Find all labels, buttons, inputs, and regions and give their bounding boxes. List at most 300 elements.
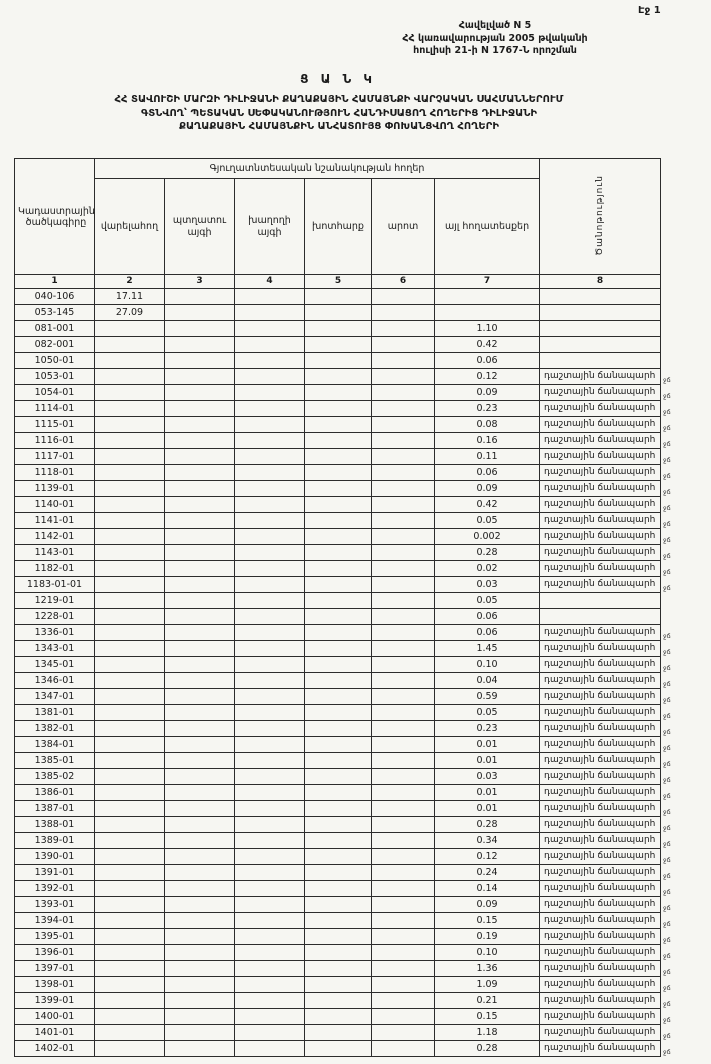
- table-row: [15, 945, 661, 961]
- table-row: [15, 289, 661, 305]
- cell-note: դաշտային ճանապարհ: [540, 897, 661, 913]
- cell-note: [540, 609, 661, 625]
- cell-pasture: [372, 561, 435, 577]
- page-number: Էջ 1: [638, 5, 661, 16]
- column-group-header-agricultural-lands: Գյուղատնտեսական նշանակության հողեր: [95, 159, 540, 179]
- appendix-line: հուլիսի 21-ի N 1767-Ն որոշման: [413, 45, 577, 56]
- cell-vineyard: [235, 417, 305, 433]
- cell-orchard: [165, 881, 235, 897]
- cell-note: դաշտային ճանապարհ: [540, 497, 661, 513]
- cell-vineyard: [235, 689, 305, 705]
- cell-orchard: [165, 337, 235, 353]
- cell-pasture: [372, 321, 435, 337]
- cell-orchard: [165, 993, 235, 1009]
- document-subtitle: [14, 93, 664, 134]
- cell-vineyard: [235, 1041, 305, 1057]
- cell-hayfield: [305, 689, 372, 705]
- cell-vineyard: [235, 481, 305, 497]
- cell-cadastral-code: 1393-01: [15, 897, 95, 913]
- cell-vineyard: [235, 337, 305, 353]
- cell-vineyard: [235, 817, 305, 833]
- table-row: [15, 385, 661, 401]
- appendix-line: ՀՀ կառավարության 2005 թվականի: [402, 32, 588, 44]
- cell-other-lands: 1.36: [435, 961, 540, 977]
- cell-arable: [95, 1025, 165, 1041]
- cell-vineyard: [235, 385, 305, 401]
- cell-hayfield: [305, 577, 372, 593]
- cell-other-lands: 0.21: [435, 993, 540, 1009]
- margin-artifact: ջճ: [663, 536, 671, 544]
- cell-note: դաշտային ճանապարհ: [540, 401, 661, 417]
- column-number: 3: [165, 275, 235, 289]
- column-header-pasture: արոտ: [372, 179, 435, 275]
- cell-hayfield: [305, 1041, 372, 1057]
- cell-vineyard: [235, 625, 305, 641]
- cell-arable: [95, 545, 165, 561]
- cell-cadastral-code: 1183-01-01: [15, 577, 95, 593]
- margin-artifact: ջճ: [663, 920, 671, 928]
- cell-cadastral-code: 1386-01: [15, 785, 95, 801]
- cell-hayfield: [305, 641, 372, 657]
- cell-pasture: [372, 417, 435, 433]
- margin-artifact: ջճ: [663, 1032, 671, 1040]
- cell-pasture: [372, 721, 435, 737]
- margin-artifact: ջճ: [663, 840, 671, 848]
- cell-cadastral-code: 1219-01: [15, 593, 95, 609]
- table-row: [15, 865, 661, 881]
- cell-arable: [95, 961, 165, 977]
- cell-orchard: [165, 353, 235, 369]
- cell-arable: [95, 977, 165, 993]
- cell-orchard: [165, 689, 235, 705]
- table-row: [15, 465, 661, 481]
- cell-arable: [95, 433, 165, 449]
- cell-arable: [95, 497, 165, 513]
- cell-vineyard: [235, 593, 305, 609]
- cell-other-lands: 0.05: [435, 705, 540, 721]
- cell-arable: [95, 817, 165, 833]
- cell-pasture: [372, 1041, 435, 1057]
- cell-other-lands: 0.14: [435, 881, 540, 897]
- cell-note: դաշտային ճանապարհ: [540, 769, 661, 785]
- cell-hayfield: [305, 961, 372, 977]
- cell-hayfield: [305, 497, 372, 513]
- cell-cadastral-code: 1390-01: [15, 849, 95, 865]
- cell-other-lands: 0.15: [435, 1009, 540, 1025]
- margin-artifact: ջճ: [663, 888, 671, 896]
- cell-arable: [95, 1009, 165, 1025]
- cell-other-lands: 0.02: [435, 561, 540, 577]
- cell-hayfield: [305, 1009, 372, 1025]
- margin-artifact: ջճ: [663, 1048, 671, 1056]
- table-row: [15, 417, 661, 433]
- cell-other-lands: 0.23: [435, 401, 540, 417]
- cell-vineyard: [235, 961, 305, 977]
- cell-orchard: [165, 849, 235, 865]
- margin-artifact: ջճ: [663, 776, 671, 784]
- cell-hayfield: [305, 433, 372, 449]
- margin-artifact: [663, 612, 671, 628]
- cell-pasture: [372, 641, 435, 657]
- cell-note: դաշտային ճանապարհ: [540, 1009, 661, 1025]
- cell-other-lands: 0.06: [435, 625, 540, 641]
- cell-cadastral-code: 1387-01: [15, 801, 95, 817]
- cell-orchard: [165, 833, 235, 849]
- cell-note: դաշտային ճանապարհ: [540, 449, 661, 465]
- cell-pasture: [372, 881, 435, 897]
- cell-other-lands: 0.08: [435, 417, 540, 433]
- margin-artifact: ջճ: [663, 568, 671, 576]
- cell-vineyard: [235, 369, 305, 385]
- cell-pasture: [372, 545, 435, 561]
- margin-artifact: ջճ: [663, 520, 671, 528]
- column-header-hayfield: խոտհարք: [305, 179, 372, 275]
- cell-other-lands: 0.09: [435, 481, 540, 497]
- cell-vineyard: [235, 881, 305, 897]
- cell-other-lands: 0.06: [435, 353, 540, 369]
- margin-artifact: ջճ: [663, 456, 671, 464]
- cell-note: դաշտային ճանապարհ: [540, 737, 661, 753]
- cell-note: [540, 305, 661, 321]
- table-row: [15, 993, 661, 1009]
- table-row: [15, 929, 661, 945]
- table-row: [15, 849, 661, 865]
- cell-arable: [95, 577, 165, 593]
- cell-hayfield: [305, 289, 372, 305]
- cell-note: դաշտային ճանապարհ: [540, 977, 661, 993]
- margin-artifact: ջճ: [663, 936, 671, 944]
- cell-hayfield: [305, 801, 372, 817]
- cell-arable: [95, 609, 165, 625]
- cell-pasture: [372, 465, 435, 481]
- cell-cadastral-code: 1050-01: [15, 353, 95, 369]
- margin-artifact: [663, 340, 671, 356]
- subtitle-line: ՔԱՂԱՔԱՅԻՆ ՀԱՄԱՅՆՔԻՆ ԱՆՀԱՏՈՒՅՑ ՓՈԽԱՆՑՎՈՂ ՀՈՂԵՐԻ: [178, 121, 499, 132]
- cell-arable: [95, 945, 165, 961]
- cell-other-lands: 1.09: [435, 977, 540, 993]
- cell-cadastral-code: 1142-01: [15, 529, 95, 545]
- column-header-note: [540, 159, 661, 275]
- cell-orchard: [165, 641, 235, 657]
- cell-vineyard: [235, 977, 305, 993]
- cell-hayfield: [305, 593, 372, 609]
- cell-note: դաշտային ճանապարհ: [540, 721, 661, 737]
- cell-note: դաշտային ճանապարհ: [540, 641, 661, 657]
- table-row: [15, 305, 661, 321]
- cell-cadastral-code: 1139-01: [15, 481, 95, 497]
- cell-hayfield: [305, 321, 372, 337]
- table-row: [15, 321, 661, 337]
- cell-orchard: [165, 721, 235, 737]
- table-row: [15, 673, 661, 689]
- cell-other-lands: 0.01: [435, 753, 540, 769]
- cell-vineyard: [235, 465, 305, 481]
- cell-arable: 17.11: [95, 289, 165, 305]
- cell-vineyard: [235, 657, 305, 673]
- cell-cadastral-code: 1399-01: [15, 993, 95, 1009]
- cell-hayfield: [305, 849, 372, 865]
- cell-vineyard: [235, 833, 305, 849]
- cell-cadastral-code: 1381-01: [15, 705, 95, 721]
- cell-hayfield: [305, 401, 372, 417]
- cell-orchard: [165, 1025, 235, 1041]
- cell-pasture: [372, 913, 435, 929]
- cell-other-lands: 0.11: [435, 449, 540, 465]
- margin-artifact: ջճ: [663, 632, 671, 640]
- table-row: [15, 513, 661, 529]
- cell-orchard: [165, 369, 235, 385]
- cell-pasture: [372, 801, 435, 817]
- table-row: [15, 625, 661, 641]
- margin-artifact: ջճ: [663, 424, 671, 432]
- cell-pasture: [372, 673, 435, 689]
- margin-artifact: ջճ: [663, 504, 671, 512]
- table-row: [15, 1025, 661, 1041]
- cell-pasture: [372, 577, 435, 593]
- cell-arable: [95, 833, 165, 849]
- cell-arable: [95, 849, 165, 865]
- column-number: 8: [540, 275, 661, 289]
- table-row: [15, 753, 661, 769]
- margin-artifact: ջճ: [663, 856, 671, 864]
- cell-hayfield: [305, 881, 372, 897]
- cell-pasture: [372, 689, 435, 705]
- cell-vineyard: [235, 321, 305, 337]
- cell-vineyard: [235, 673, 305, 689]
- cell-hayfield: [305, 673, 372, 689]
- cell-pasture: [372, 769, 435, 785]
- cell-hayfield: [305, 913, 372, 929]
- margin-artifact: [663, 596, 671, 612]
- subtitle-line: ՀՀ ՏԱՎՈՒՇԻ ՄԱՐԶԻ ԴԻԼԻՋԱՆԻ ՔԱՂԱՔԱՅԻՆ ՀԱՄԱՅՆՔԻ ՎԱՐՉԱԿԱՆ ՍԱՀՄԱՆՆԵՐՈՒՄ: [114, 94, 564, 105]
- cell-arable: [95, 1041, 165, 1057]
- cell-other-lands: 0.03: [435, 769, 540, 785]
- margin-artifact: ջճ: [663, 952, 671, 960]
- cell-pasture: [372, 817, 435, 833]
- table-row: [15, 913, 661, 929]
- margin-artifact: ջճ: [663, 472, 671, 480]
- cell-orchard: [165, 417, 235, 433]
- cell-orchard: [165, 513, 235, 529]
- margin-artifact: ջճ: [663, 984, 671, 992]
- column-number: 4: [235, 275, 305, 289]
- cell-note: դաշտային ճանապարհ: [540, 673, 661, 689]
- column-header-other-lands: այլ հողատեսքեր: [435, 179, 540, 275]
- cell-vineyard: [235, 577, 305, 593]
- cell-orchard: [165, 465, 235, 481]
- cell-hayfield: [305, 529, 372, 545]
- table-row: [15, 721, 661, 737]
- cell-other-lands: 0.10: [435, 945, 540, 961]
- cell-other-lands: 0.05: [435, 513, 540, 529]
- margin-artifact: ջճ: [663, 792, 671, 800]
- cell-other-lands: 0.01: [435, 785, 540, 801]
- cell-orchard: [165, 433, 235, 449]
- cell-vineyard: [235, 353, 305, 369]
- cell-note: դաշտային ճանապարհ: [540, 577, 661, 593]
- cell-pasture: [372, 289, 435, 305]
- table-row: [15, 961, 661, 977]
- cell-vineyard: [235, 769, 305, 785]
- cell-other-lands: 0.28: [435, 545, 540, 561]
- cell-orchard: [165, 865, 235, 881]
- cell-arable: [95, 369, 165, 385]
- cell-arable: [95, 721, 165, 737]
- cell-vineyard: [235, 865, 305, 881]
- cell-note: [540, 593, 661, 609]
- cell-arable: [95, 865, 165, 881]
- cell-hayfield: [305, 449, 372, 465]
- cell-arable: [95, 593, 165, 609]
- cell-orchard: [165, 577, 235, 593]
- margin-artifact: [663, 356, 671, 372]
- table-row: [15, 609, 661, 625]
- cell-vineyard: [235, 945, 305, 961]
- cell-pasture: [372, 401, 435, 417]
- cell-arable: [95, 881, 165, 897]
- cell-other-lands: 0.09: [435, 897, 540, 913]
- cell-other-lands: 0.01: [435, 737, 540, 753]
- margin-artifact: ջճ: [663, 760, 671, 768]
- cell-hayfield: [305, 305, 372, 321]
- cell-vineyard: [235, 801, 305, 817]
- margin-artifact: ջճ: [663, 968, 671, 976]
- cell-note: դաշտային ճանապարհ: [540, 961, 661, 977]
- cell-orchard: [165, 897, 235, 913]
- column-number: 2: [95, 275, 165, 289]
- appendix-reference-block: [330, 20, 660, 58]
- cell-pasture: [372, 833, 435, 849]
- cell-vineyard: [235, 433, 305, 449]
- cell-pasture: [372, 977, 435, 993]
- cell-cadastral-code: 082-001: [15, 337, 95, 353]
- cell-note: դաշտային ճանապարհ: [540, 657, 661, 673]
- cell-vineyard: [235, 545, 305, 561]
- table-row: [15, 705, 661, 721]
- margin-artifact: ջճ: [663, 712, 671, 720]
- cell-cadastral-code: 1396-01: [15, 945, 95, 961]
- cell-orchard: [165, 497, 235, 513]
- cell-hayfield: [305, 417, 372, 433]
- cell-vineyard: [235, 449, 305, 465]
- cell-note: դաշտային ճանապարհ: [540, 385, 661, 401]
- cell-note: դաշտային ճանապարհ: [540, 833, 661, 849]
- margin-artifact: ջճ: [663, 488, 671, 496]
- margin-artifact: ջճ: [663, 664, 671, 672]
- cell-hayfield: [305, 465, 372, 481]
- cell-orchard: [165, 945, 235, 961]
- cell-orchard: [165, 593, 235, 609]
- cell-hayfield: [305, 561, 372, 577]
- cell-vineyard: [235, 641, 305, 657]
- table-row: [15, 337, 661, 353]
- cell-orchard: [165, 625, 235, 641]
- cell-note: դաշտային ճանապարհ: [540, 801, 661, 817]
- cell-pasture: [372, 1025, 435, 1041]
- cell-hayfield: [305, 945, 372, 961]
- cell-note: դաշտային ճանապարհ: [540, 993, 661, 1009]
- cell-hayfield: [305, 833, 372, 849]
- cell-pasture: [372, 1009, 435, 1025]
- cell-cadastral-code: 1054-01: [15, 385, 95, 401]
- cell-pasture: [372, 993, 435, 1009]
- cell-arable: [95, 353, 165, 369]
- cell-orchard: [165, 913, 235, 929]
- cell-vineyard: [235, 753, 305, 769]
- table-row: [15, 737, 661, 753]
- cell-note: դաշտային ճանապարհ: [540, 865, 661, 881]
- column-header-orchard: պտղատու այգի: [165, 179, 235, 275]
- cell-orchard: [165, 977, 235, 993]
- table-row: [15, 433, 661, 449]
- cell-arable: [95, 753, 165, 769]
- column-number: 7: [435, 275, 540, 289]
- cell-vineyard: [235, 609, 305, 625]
- table-row: [15, 801, 661, 817]
- cell-orchard: [165, 673, 235, 689]
- cell-arable: [95, 801, 165, 817]
- cell-other-lands: 0.12: [435, 369, 540, 385]
- table-row: [15, 881, 661, 897]
- table-row: [15, 977, 661, 993]
- cell-pasture: [372, 449, 435, 465]
- cell-pasture: [372, 369, 435, 385]
- cell-arable: [95, 689, 165, 705]
- cell-orchard: [165, 929, 235, 945]
- table-row: [15, 769, 661, 785]
- cell-note: դաշտային ճանապարհ: [540, 465, 661, 481]
- cell-arable: [95, 897, 165, 913]
- cell-vineyard: [235, 897, 305, 913]
- table-row: [15, 353, 661, 369]
- table-row: [15, 401, 661, 417]
- cell-note: դաշտային ճանապարհ: [540, 881, 661, 897]
- cell-cadastral-code: 1397-01: [15, 961, 95, 977]
- table-row: [15, 1009, 661, 1025]
- cell-cadastral-code: 1398-01: [15, 977, 95, 993]
- cell-other-lands: 0.09: [435, 385, 540, 401]
- cell-vineyard: [235, 401, 305, 417]
- cell-cadastral-code: 1347-01: [15, 689, 95, 705]
- table-row: [15, 577, 661, 593]
- table-row: [15, 689, 661, 705]
- cell-pasture: [372, 513, 435, 529]
- cell-pasture: [372, 657, 435, 673]
- cell-cadastral-code: 1115-01: [15, 417, 95, 433]
- cell-arable: [95, 481, 165, 497]
- cell-cadastral-code: 1345-01: [15, 657, 95, 673]
- cell-orchard: [165, 705, 235, 721]
- cell-other-lands: 0.59: [435, 689, 540, 705]
- cell-pasture: [372, 753, 435, 769]
- cell-cadastral-code: 1391-01: [15, 865, 95, 881]
- cell-cadastral-code: 1395-01: [15, 929, 95, 945]
- cell-arable: [95, 337, 165, 353]
- cell-cadastral-code: 1182-01: [15, 561, 95, 577]
- cell-hayfield: [305, 737, 372, 753]
- cell-arable: [95, 465, 165, 481]
- cell-hayfield: [305, 481, 372, 497]
- cell-other-lands: 0.04: [435, 673, 540, 689]
- cell-orchard: [165, 785, 235, 801]
- cell-vineyard: [235, 913, 305, 929]
- cell-pasture: [372, 593, 435, 609]
- cell-other-lands: 0.16: [435, 433, 540, 449]
- margin-artifact: ջճ: [663, 808, 671, 816]
- cell-pasture: [372, 705, 435, 721]
- subtitle-line: ԳՏՆՎՈՂ՝ ՊԵՏԱԿԱՆ ՍԵՓԱԿԱՆՈՒԹՅՈՒՆ ՀԱՆԴԻՍԱՑՈՂ ՀՈՂԵՐԻՑ ԴԻԼԻՋԱՆԻ: [140, 107, 538, 119]
- cell-arable: [95, 769, 165, 785]
